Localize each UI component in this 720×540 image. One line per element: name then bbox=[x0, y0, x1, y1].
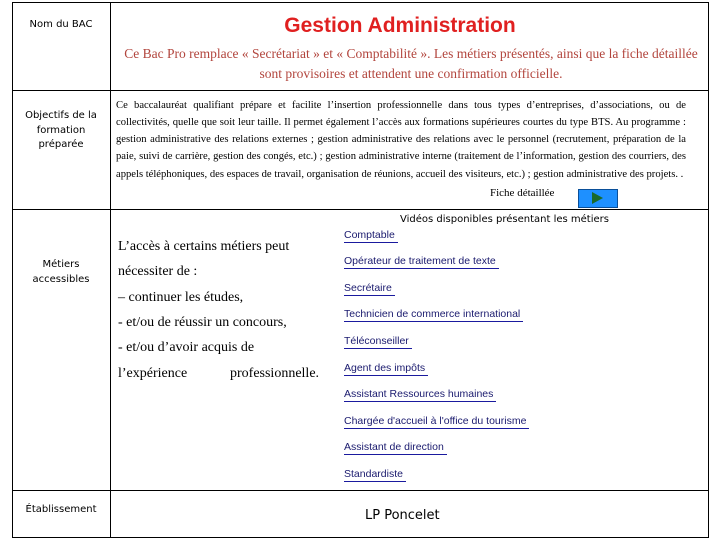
video-link-technicien[interactable]: Technicien de commerce international bbox=[344, 308, 523, 322]
label-etablissement: Établissement bbox=[25, 504, 97, 515]
row-divider-3 bbox=[12, 490, 709, 491]
video-link-operateur[interactable]: Opérateur de traitement de texte bbox=[344, 255, 499, 269]
row-divider-1 bbox=[12, 90, 709, 91]
play-triangle-icon bbox=[592, 192, 603, 204]
frame-top bbox=[12, 2, 709, 3]
video-link-chargee-accueil[interactable]: Chargée d'accueil à l'office du tourisme bbox=[344, 415, 529, 429]
video-link-assistant-rh[interactable]: Assistant Ressources humaines bbox=[344, 388, 496, 402]
metiers-line-6a: l’expérience bbox=[118, 366, 188, 381]
metiers-line-5: - et/ou d’avoir acquis de bbox=[118, 340, 255, 355]
label-objectifs: Objectifs de la formation préparée bbox=[25, 110, 97, 150]
objectifs-description: Ce baccalauréat qualifiant prépare et facilite l’insertion professionnelle dans tous types d’entreprises, d’associations, ou de collectivités, quelle que soit leur taille. Il permet également l’accès aux formations supérieures courtes du type BTS. Au programme : gestion administrative des relations externes ; gestion administrative des relations avec le personnel (recrutement, préparation de la paie, suivi de carrière, gestion des congés, etc.) ; gestion administrative interne (traitement de l’information, gestion des courriers, des appels téléphoniques, des espaces de travail, organisation de réunions, accueil des visiteurs, etc.) ; gestion administrative des projets. . bbox=[116, 100, 686, 180]
etablissement-name: LP Poncelet bbox=[365, 508, 440, 523]
provisional-notice: Ce Bac Pro remplace « Secrétariat » et « Comptabilité ». Les métiers présentés, ainsi que la fiche détaillée sont provisoires et attendent une confirmation officielle. bbox=[124, 46, 698, 81]
column-divider bbox=[110, 2, 111, 538]
video-link-assistant-direction[interactable]: Assistant de direction bbox=[344, 441, 447, 455]
metiers-line-1: L’accès à certains métiers peut bbox=[118, 239, 290, 254]
metiers-line-2: nécessiter de : bbox=[118, 264, 198, 279]
metiers-line-4: - et/ou de réussir un concours, bbox=[118, 315, 287, 330]
row-divider-2 bbox=[12, 209, 709, 210]
video-link-teleconseiller[interactable]: Téléconseiller bbox=[344, 335, 412, 349]
frame-left bbox=[12, 2, 13, 538]
label-nom-bac: Nom du BAC bbox=[29, 19, 93, 30]
frame-bottom bbox=[12, 537, 709, 538]
label-metiers: Métiers accessibles bbox=[32, 259, 90, 285]
metiers-line-3: – continuer les études, bbox=[118, 290, 244, 305]
video-link-comptable[interactable]: Comptable bbox=[344, 229, 398, 243]
video-link-secretaire[interactable]: Secrétaire bbox=[344, 282, 395, 296]
fiche-detaillee-label[interactable]: Fiche détaillée bbox=[490, 187, 555, 199]
video-link-agent-impots[interactable]: Agent des impôts bbox=[344, 362, 428, 376]
metiers-line-6b: professionnelle. bbox=[230, 366, 320, 381]
page-title: Gestion Administration bbox=[284, 14, 516, 37]
video-link-standardiste[interactable]: Standardiste bbox=[344, 468, 406, 482]
play-icon[interactable] bbox=[578, 189, 618, 208]
videos-title: Vidéos disponibles présentant les métiers bbox=[400, 214, 609, 225]
